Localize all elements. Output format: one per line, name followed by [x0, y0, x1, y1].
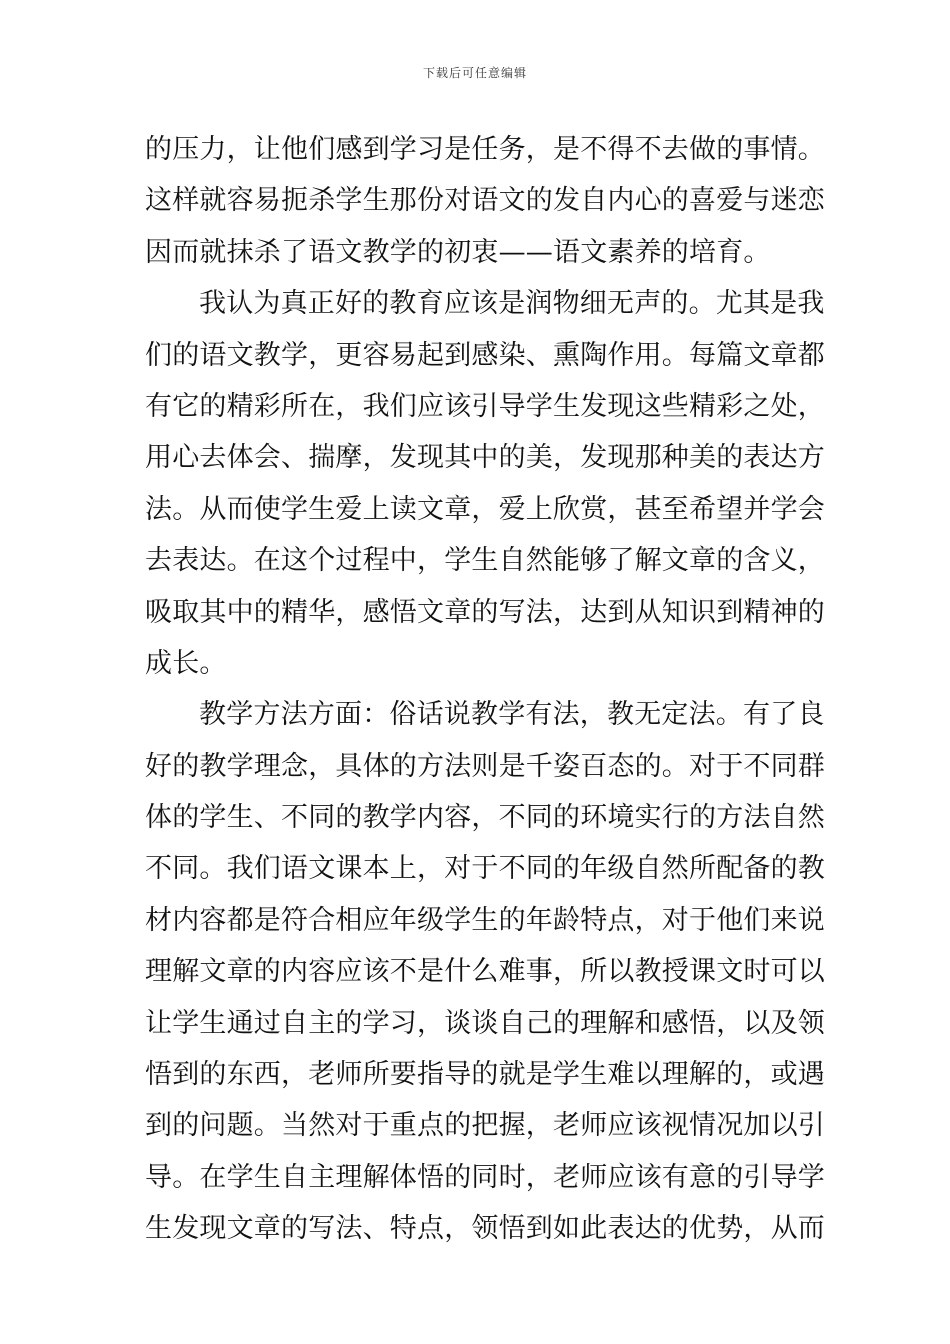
paragraph-line: 体的学生、不同的教学内容，不同的环境实行的方法自然 [145, 802, 825, 834]
paragraph-line: 的压力，让他们感到学习是任务，是不得不去做的事情。 [145, 134, 825, 165]
paragraph-line: 这样就容易扼杀学生那份对语文的发自内心的喜爱与迷恋 [145, 185, 825, 217]
paragraph-line: 理解文章的内容应该不是什么难事，所以教授课文时可以 [145, 956, 825, 988]
paragraph-line: 因而就抹杀了语文教学的初衷——语文素养的培育。 [145, 236, 771, 268]
paragraph-line: 让学生通过自主的学习，谈谈自己的理解和感悟，以及领 [145, 1007, 825, 1039]
page-header: 下载后可任意编辑 [422, 66, 527, 80]
paragraph-line: 法。从而使学生爱上读文章，爱上欣赏，甚至希望并学会 [145, 493, 825, 525]
paragraph-line: 有它的精彩所在，我们应该引导学生发现这些精彩之处， [145, 390, 825, 422]
paragraph-line: 材内容都是符合相应年级学生的年龄特点，对于他们来说 [145, 904, 825, 936]
paragraph-line: 生发现文章的写法、特点，领悟到如此表达的优势，从而 [145, 1213, 825, 1245]
paragraph-line: 去表达。在这个过程中，学生自然能够了解文章的含义， [145, 545, 825, 577]
paragraph-line: 们的语文教学，更容易起到感染、熏陶作用。每篇文章都 [145, 339, 825, 371]
document-body [145, 124, 825, 1255]
paragraph-line: 成长。 [145, 647, 227, 679]
paragraph-line: 吸取其中的精华，感悟文章的写法，达到从知识到精神的 [145, 596, 825, 628]
paragraph-line: 好的教学理念，具体的方法则是千姿百态的。对于不同群 [145, 750, 825, 782]
paragraph [145, 124, 825, 278]
paragraph-line: 不同。我们语文课本上，对于不同的年级自然所配备的教 [145, 853, 825, 885]
paragraph-line: 用心去体会、揣摩，发现其中的美，发现那种美的表达方 [145, 442, 825, 474]
paragraph-line: 导。在学生自主理解体悟的同时，老师应该有意的引导学 [145, 1161, 825, 1193]
paragraph-line: 悟到的东西，老师所要指导的就是学生难以理解的，或遇 [145, 1059, 825, 1091]
paragraph [145, 689, 825, 1254]
paragraph-line: 到的问题。当然对于重点的把握，老师应该视情况加以引 [145, 1110, 825, 1142]
paragraph [145, 278, 825, 689]
paragraph-line: 教学方法方面：俗话说教学有法，教无定法。有了良 [199, 699, 825, 731]
paragraph-line: 我认为真正好的教育应该是润物细无声的。尤其是我 [199, 288, 825, 320]
